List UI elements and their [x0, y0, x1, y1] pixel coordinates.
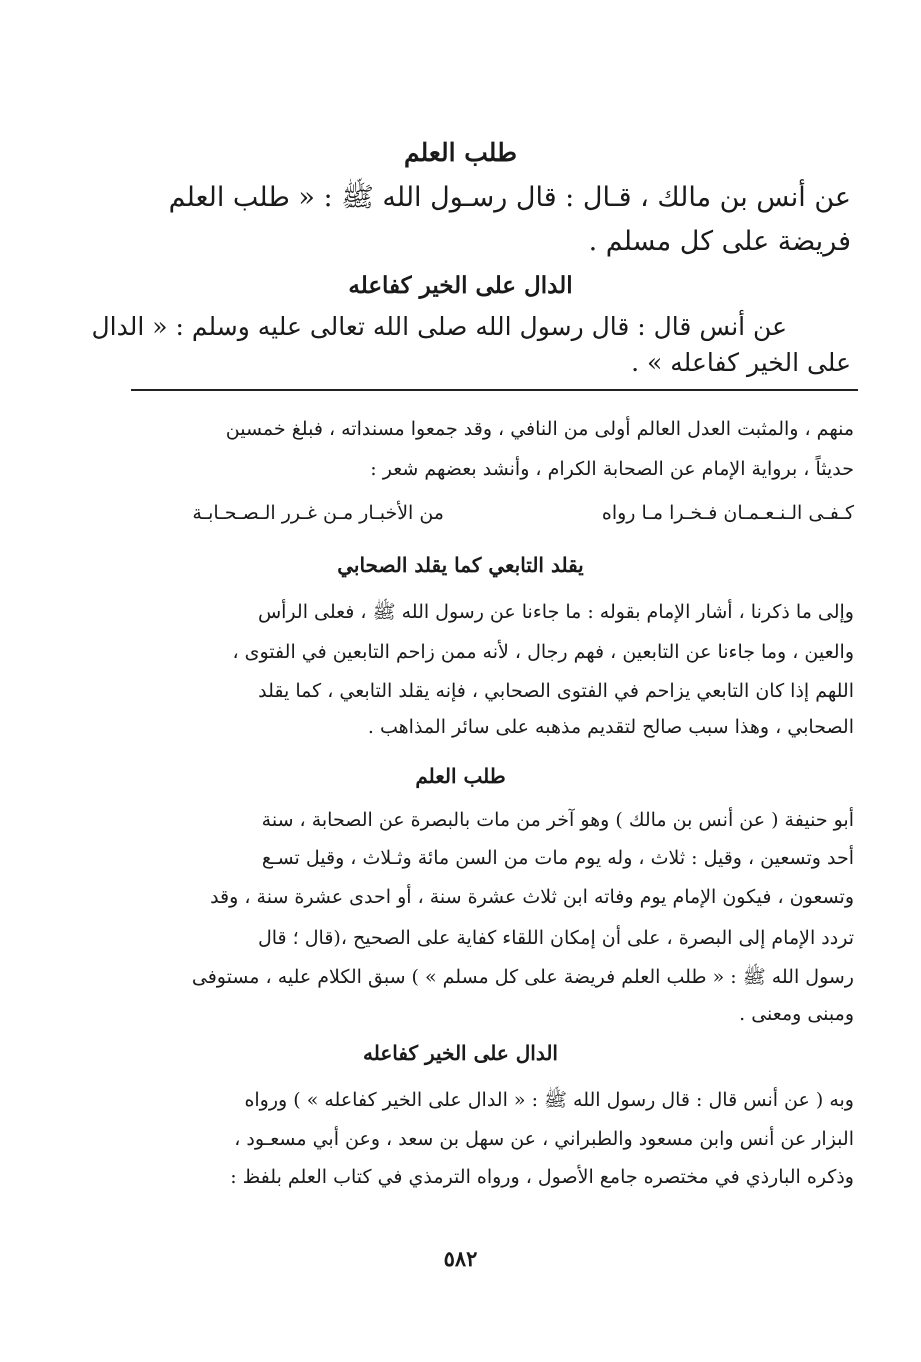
heading-talab-al-ilm-2: طلب العلم: [415, 764, 506, 788]
heading-al-dal: الدال على الخير كفاعله: [348, 272, 573, 299]
commentary-line: منهم ، والمثبت العدل العالم أولى من النافي ، وقد جمعوا مسنداته ، فبلغ خمسين: [225, 418, 854, 440]
commentary-line: وذكره البارذي في مختصره جامع الأصول ، ورواه الترمذي في كتاب العلم بلفظ :: [230, 1166, 854, 1188]
verse-hemistich-right: كـفـى الـنـعـمـان فـخـرا مـا رواه: [601, 502, 854, 524]
commentary-line: تردد الإمام إلى البصرة ، على أن إمكان اللقاء كفاية على الصحيح ،(قال ؛ قال: [257, 927, 854, 949]
heading-al-dal-2: الدال على الخير كفاعله: [363, 1041, 558, 1065]
hadith-2-line-2: على الخير كفاعله » .: [631, 348, 851, 377]
hadith-1-line-2: فريضة على كل مسلم .: [588, 226, 851, 257]
commentary-line: والعين ، وما جاءنا عن التابعين ، فهم رجال ، لأنه ممن زاحم التابعين في الفتوى ،: [232, 641, 854, 663]
commentary-line: وإلى ما ذكرنا ، أشار الإمام بقوله : ما جاءنا عن رسول الله ﷺ ، فعلى الرأس: [257, 601, 854, 623]
commentary-line: أحد وتسعين ، وقيل : ثلاث ، وله يوم مات من السن مائة وثـلاث ، وقيل تسـع: [261, 847, 854, 869]
page-number: ٥٨٢: [443, 1246, 478, 1271]
commentary-line: ومبنى ومعنى .: [739, 1003, 854, 1025]
heading-talab-al-ilm: طلب العلم: [404, 138, 517, 167]
commentary-line: البزار عن أنس وابن مسعود والطبراني ، عن سهل بن سعد ، وعن أبي مسعـود ،: [234, 1128, 854, 1150]
commentary-line: أبو حنيفة ( عن أنس بن مالك ) وهو آخر من مات بالبصرة عن الصحابة ، سنة: [261, 809, 854, 831]
commentary-line: وتسعون ، فيكون الإمام يوم وفاته ابن ثلاث عشرة سنة ، أو احدى عشرة سنة ، وقد: [210, 886, 854, 908]
commentary-line: وبه ( عن أنس قال : قال رسول الله ﷺ : « الدال على الخير كفاعله » ) ورواه: [244, 1089, 854, 1111]
verse-hemistich-left: من الأخبـار مـن غـرر الـصـحـابـة: [192, 502, 444, 524]
hadith-1-line-1: عن أنس بن مالك ، قـال : قال رسـول الله ﷺ : « طلب العلم: [168, 182, 851, 213]
heading-taqlid: يقلد التابعي كما يقلد الصحابي: [337, 553, 584, 577]
commentary-divider: [131, 389, 858, 391]
commentary-line: رسول الله ﷺ : « طلب العلم فريضة على كل مسلم » ) سبق الكلام عليه ، مستوفى: [191, 966, 854, 988]
commentary-line: الصحابي ، وهذا سبب صالح لتقديم مذهبه على سائر المذاهب .: [367, 716, 854, 738]
commentary-line: حديثاً ، برواية الإمام عن الصحابة الكرام ، وأنشد بعضهم شعر :: [370, 458, 854, 480]
commentary-line: اللهم إذا كان التابعي يزاحم في الفتوى الصحابي ، فإنه يقلد التابعي ، كما يقلد: [258, 680, 854, 702]
hadith-2-line-1: عن أنس قال : قال رسول الله صلى الله تعالى عليه وسلم : « الدال: [91, 312, 787, 341]
